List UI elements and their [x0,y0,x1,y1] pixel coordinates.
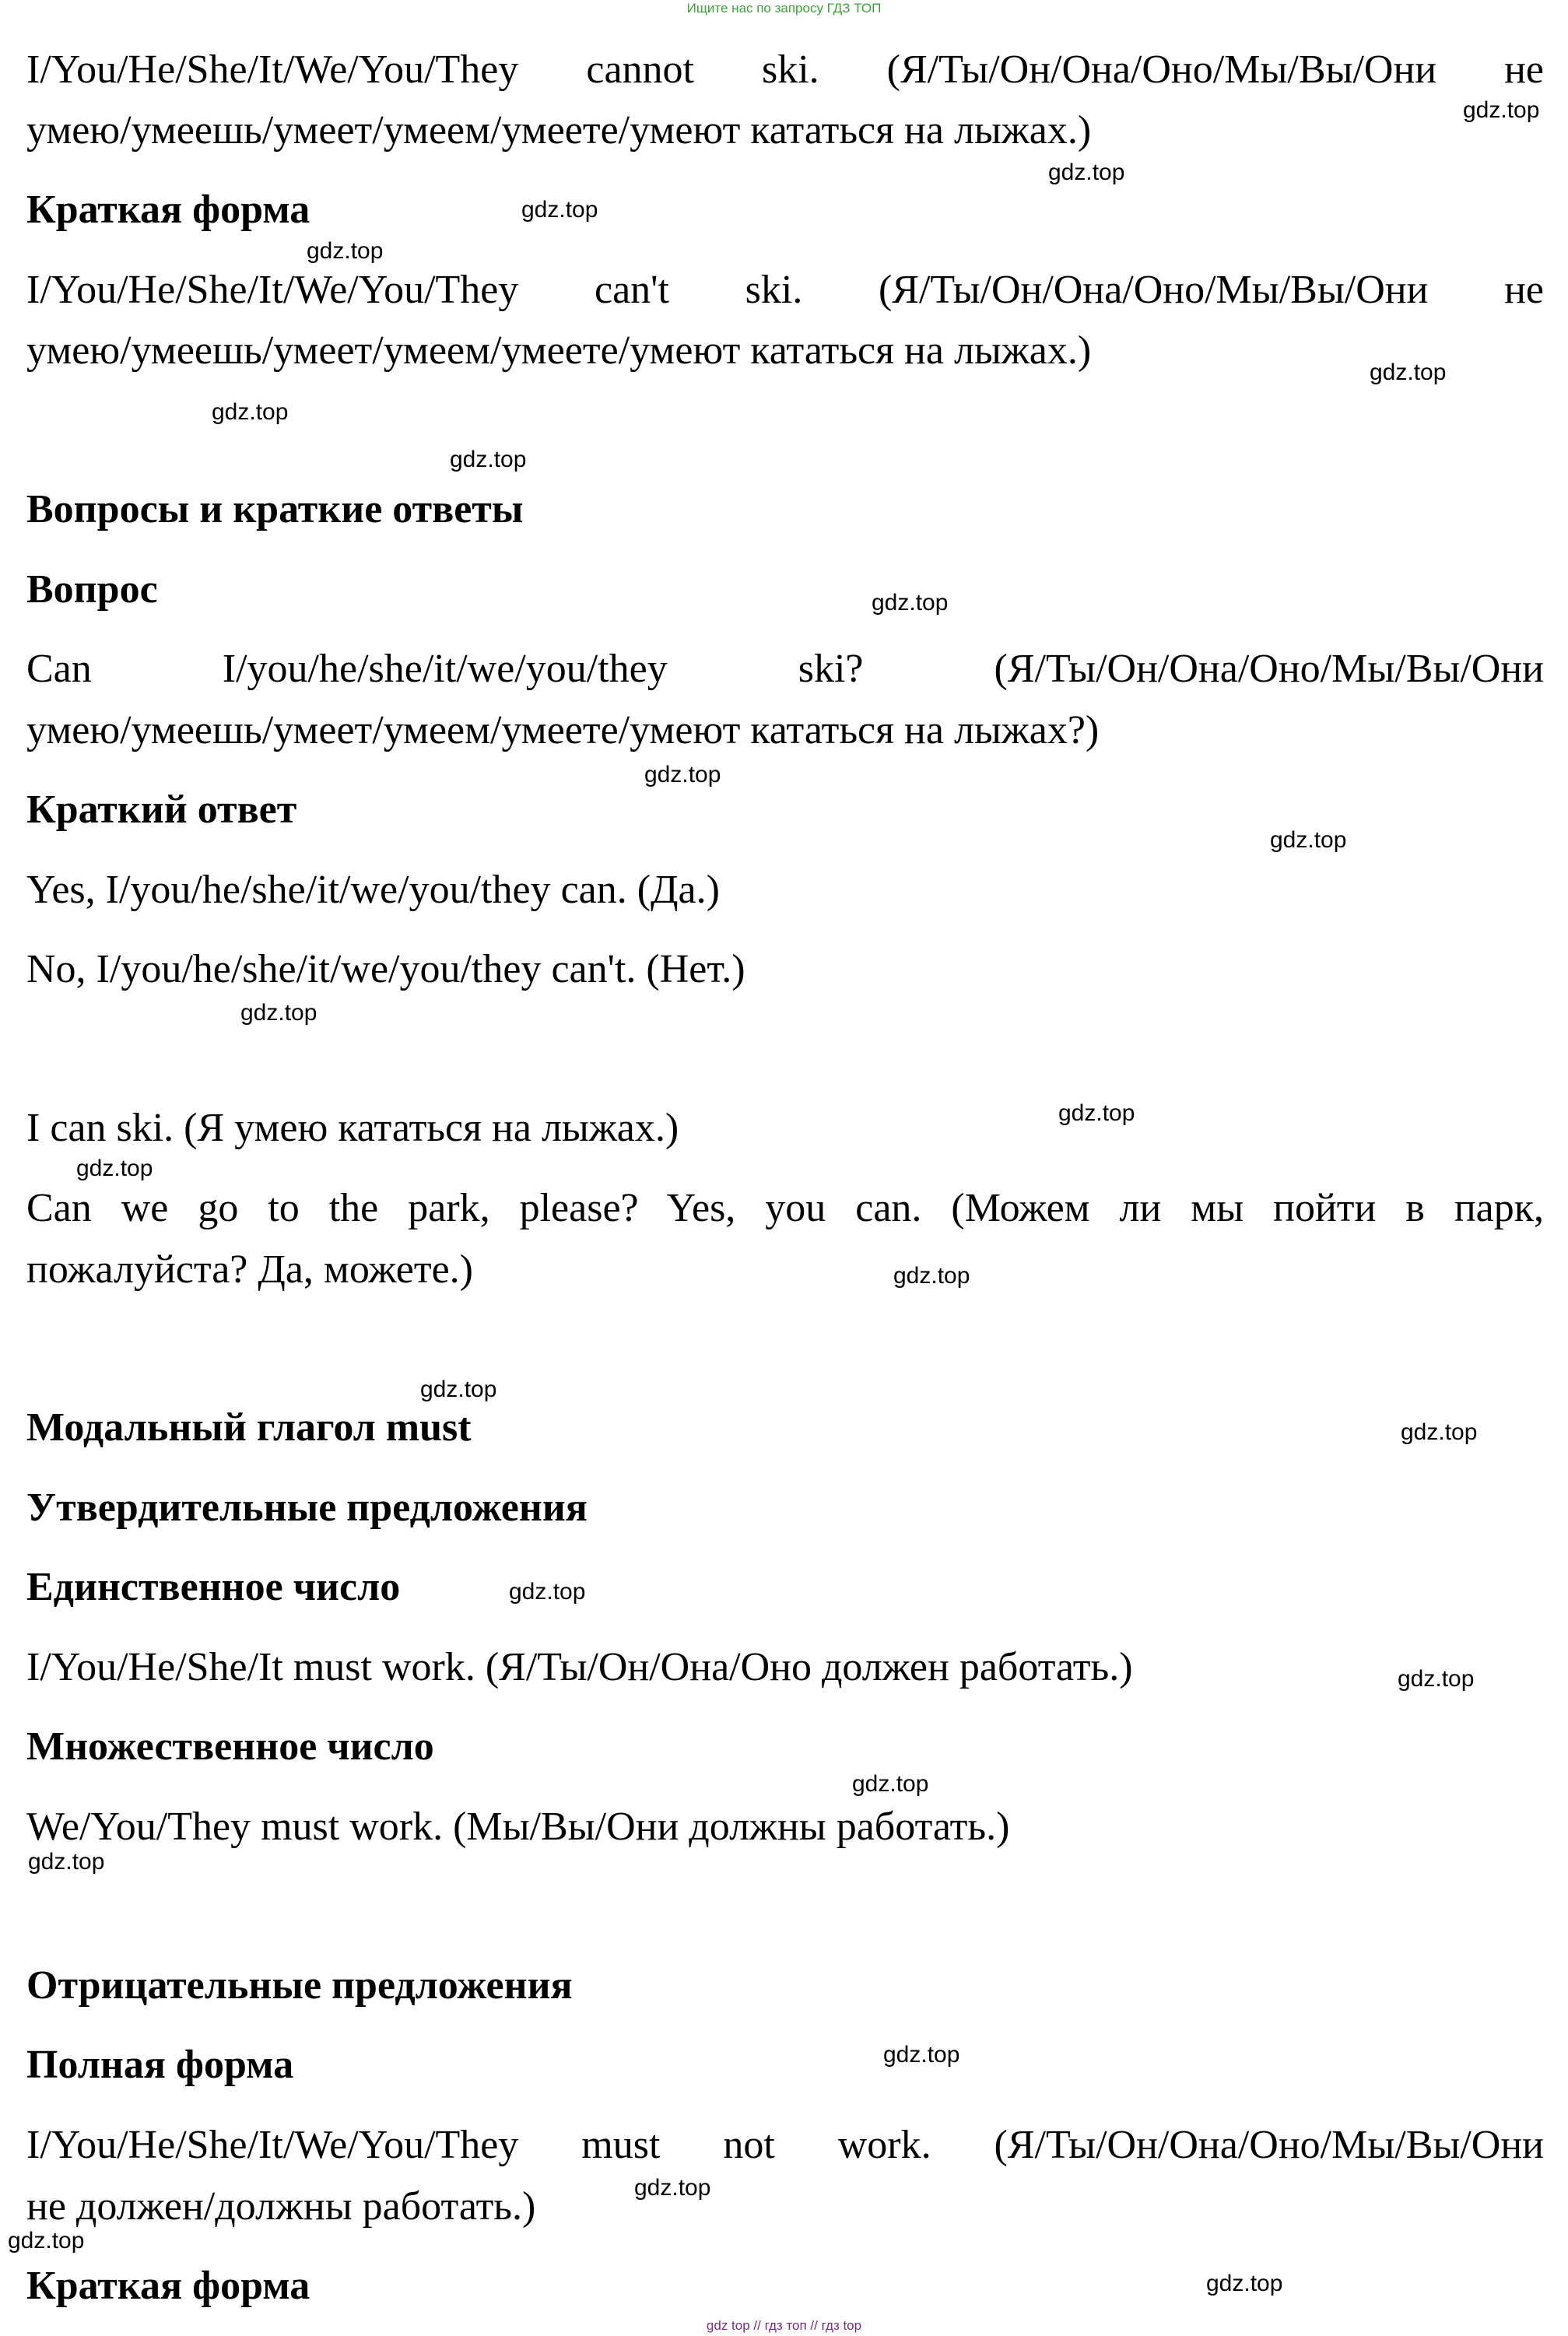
full-form-heading: Полная форма [26,2043,294,2087]
plural-line: We/You/They must work. (Мы/Вы/Они должны работать.) [26,1805,1010,1849]
negative-short-line-1-text: I/You/He/She/It/We/You/They can't ski. (Я/Ты/Он/Она/Оно/Мы/Вы/Они не [26,268,1544,312]
answer-yes: Yes, I/you/he/she/it/we/you/they can. (Да.) [26,868,720,912]
watermark: gdz.top [883,2042,960,2068]
question-line-1 [26,646,1544,693]
answer-no: No, I/you/he/she/it/we/you/they can't. (Нет.) [26,947,745,991]
watermark: gdz.top [1206,2271,1283,2296]
affirmative-heading: Утвердительные предложения [26,1485,588,1530]
plural-heading: Множественное число [26,1724,434,1769]
watermark: gdz.top [852,1771,929,1797]
must-not-line-1 [26,2122,1544,2169]
watermark: gdz.top [240,1000,317,1026]
negative-full-line-2: умею/умеешь/умеет/умеем/умеете/умеют кататься на лыжах.) [26,108,1092,153]
watermark: gdz.top [1048,160,1125,185]
example-1: I can ski. (Я умею кататься на лыжах.) [26,1106,679,1150]
watermark: gdz.top [634,2175,711,2201]
watermark: gdz.top [1398,1666,1475,1692]
must-heading: Модальный глагол must [26,1405,472,1450]
top-banner: Ищите нас по запросу ГДЗ ТОП [686,1,882,16]
questions-heading: Вопросы и краткие ответы [26,487,524,531]
watermark: gdz.top [893,1263,970,1289]
example-2-line-1-text: Can we go to the park, please? Yes, you can. (Можем ли мы пойти в парк, [26,1186,1544,1230]
watermark: gdz.top [28,1849,105,1875]
example-2-line-2: пожалуйста? Да, можете.) [26,1247,473,1292]
watermark: gdz.top [212,399,289,425]
negative-full-line-1-text: I/You/He/She/It/We/You/They cannot ski. (Я/Ты/Он/Она/Оно/Мы/Вы/Они не [26,47,1544,92]
must-not-line-1-text: I/You/He/She/It/We/You/They must not work. (Я/Ты/Он/Она/Оно/Мы/Вы/Они [26,2123,1544,2167]
singular-line: I/You/He/She/It must work. (Я/Ты/Он/Она/Оно должен работать.) [26,1645,1133,1689]
watermark: gdz.top [1370,360,1447,385]
example-2-line-1 [26,1185,1544,1232]
footer-links: gdz top // гдз топ // гдз top [706,2318,862,2333]
negative-heading: Отрицательные предложения [26,1963,573,2008]
watermark: gdz.top [872,590,949,616]
short-answer-heading: Краткий ответ [26,787,297,832]
watermark: gdz.top [1463,97,1540,123]
watermark: gdz.top [1270,827,1347,853]
question-line-2: умею/умеешь/умеет/умеем/умеете/умеют кататься на лыжах?) [26,708,1100,752]
watermark: gdz.top [1058,1100,1135,1126]
watermark: gdz.top [1401,1419,1478,1445]
short-form-heading-2: Краткая форма [26,2264,310,2308]
watermark: gdz.top [8,2228,85,2254]
watermark: gdz.top [644,762,721,787]
watermark: gdz.top [76,1156,153,1181]
negative-full-line-1 [26,47,1544,93]
singular-heading: Единственное число [26,1565,401,1609]
negative-short-line-2: умею/умеешь/умеет/умеем/умеете/умеют кататься на лыжах.) [26,328,1092,373]
must-not-line-2: не должен/должны работать.) [26,2184,536,2229]
watermark: gdz.top [509,1579,586,1605]
question-heading: Вопрос [26,567,158,612]
watermark: gdz.top [450,447,527,472]
watermark: gdz.top [420,1377,497,1402]
watermark: gdz.top [307,238,384,264]
watermark: gdz.top [521,197,598,223]
question-line-1-text: Can I/you/he/she/it/we/you/they ski? (Я/Ты/Он/Она/Оно/Мы/Вы/Они [26,647,1544,691]
negative-short-line-1 [26,267,1544,314]
short-form-heading-1: Краткая форма [26,188,310,232]
